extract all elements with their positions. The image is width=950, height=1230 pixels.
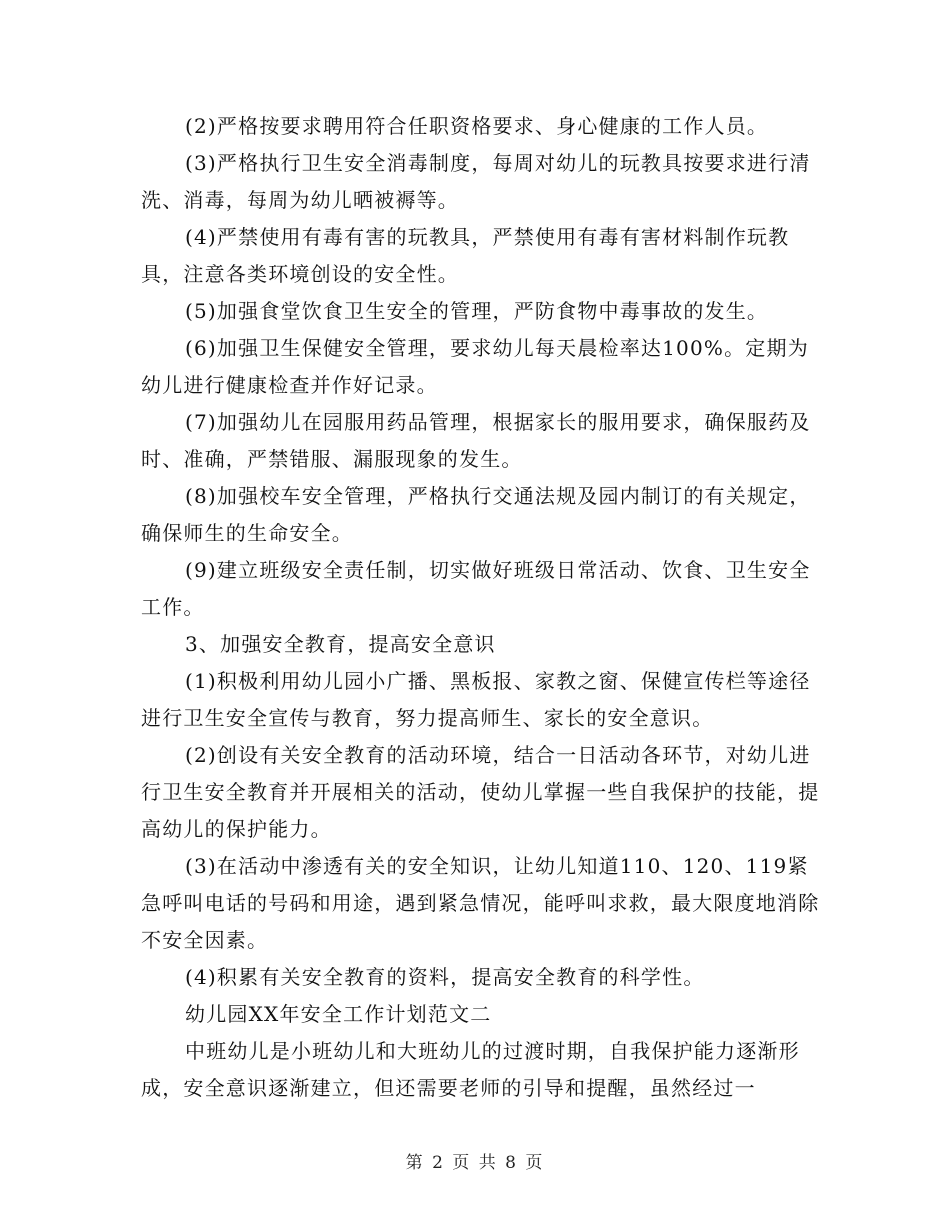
section-heading: 3、加强安全教育，提高安全意识	[185, 632, 496, 656]
paragraph-edu-2: (2)创设有关安全教育的活动环境，结合一日活动各环节，对幼儿进行卫生安全教育并开展相关的活动，使幼儿掌握一些自我保护的技能，提高幼儿的保护能力。	[141, 743, 820, 841]
paragraph-edu-4: (4)积累有关安全教育的资料，提高安全教育的科学性。	[185, 965, 705, 989]
paragraph-item-4: (4)严禁使用有毒有害的玩教具，严禁使用有毒有害材料制作玩教具，注意各类环境创设的安全性。	[141, 225, 790, 286]
paragraph-item-6: (6)加强卫生保健安全管理，要求幼儿每天晨检率达100%。定期为幼儿进行健康检查并作好记录。	[141, 336, 809, 397]
page-footer: 第 2 页 共 8 页	[405, 1153, 545, 1173]
paragraph-item-7: (7)加强幼儿在园服用药品管理，根据家长的服用要求，确保服药及时、准确，严禁错服、漏服现象的发生。	[141, 410, 811, 471]
paragraph-intro: 中班幼儿是小班幼儿和大班幼儿的过渡时期，自我保护能力逐渐形成，安全意识逐渐建立，但还需要老师的引导和提醒，虽然经过一	[141, 1039, 800, 1100]
paragraph-item-8: (8)加强校车安全管理，严格执行交通法规及园内制订的有关规定，确保师生的生命安全。	[141, 484, 811, 545]
paragraph-item-3: (3)严格执行卫生安全消毒制度，每周对幼儿的玩教具按要求进行清洗、消毒，每周为幼儿晒被褥等。	[141, 151, 811, 212]
paragraph-edu-1: (1)积极利用幼儿园小广播、黑板报、家教之窗、保健宣传栏等途径进行卫生安全宣传与教育，努力提高师生、家长的安全意识。	[141, 669, 811, 730]
article-title: 幼儿园XX年安全工作计划范文二	[185, 1002, 492, 1026]
paragraph-item-5: (5)加强食堂饮食卫生安全的管理，严防食物中毒事故的发生。	[185, 299, 769, 323]
paragraph-item-9: (9)建立班级安全责任制，切实做好班级日常活动、饮食、卫生安全工作。	[141, 558, 811, 619]
paragraph-edu-3: (3)在活动中渗透有关的安全知识，让幼儿知道110、120、119紧急呼叫电话的号码和用途，遇到紧急情况，能呼叫求救，最大限度地消除不安全因素。	[141, 854, 820, 952]
paragraph-item-2: (2)严格按要求聘用符合任职资格要求、身心健康的工作人员。	[185, 114, 769, 138]
document-body	[141, 108, 821, 1107]
